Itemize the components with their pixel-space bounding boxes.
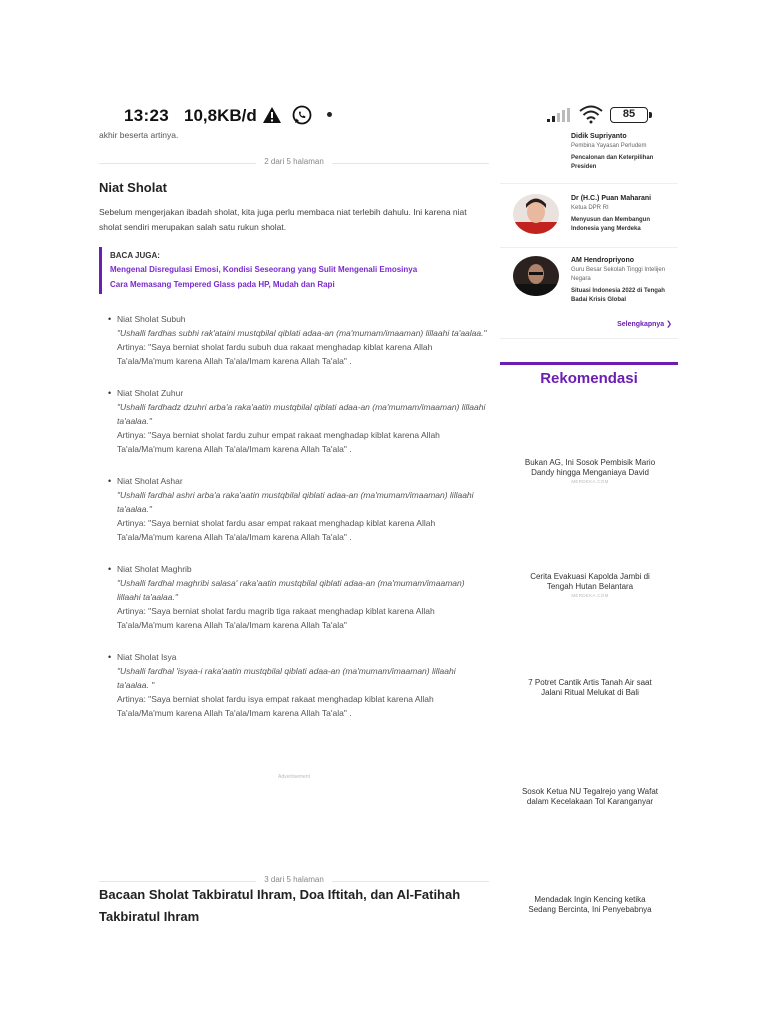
columnist-role: Guru Besar Sekolah Tinggi Intelijen Negara — [571, 267, 666, 282]
baca-juga-link[interactable]: Cara Memasang Tempered Glass pada HP, Mudah dan Rapi — [110, 280, 335, 289]
prayer-translation: Artinya: "Saya berniat sholat fardu isya empat rakaat menghadap kiblat karena Allah Ta'ala/Ma'mum karena Allah Ta'ala/Imam karena Allah Ta'ala" . — [117, 694, 434, 718]
columnist-headline: Situasi Indonesia 2022 di Tengah Badai Krisis Global — [571, 288, 665, 303]
columnist-text — [571, 132, 678, 172]
prayer-name: • Niat Sholat Maghrib — [117, 564, 192, 574]
prayer-item-zuhur — [99, 386, 489, 456]
prayer-latin: "Ushalli fardhadz dzuhri arba'a raka'aatin mustqbilal qiblati adaa-an (ma'mumam/imaaman) lillaahi ta'aalaa." — [117, 402, 486, 426]
article-top-text: akhir beserta artinya. — [99, 130, 179, 140]
columnist-role: Ketua DPR RI — [571, 205, 609, 211]
recommendation-title: Bukan AG, Ini Sosok Pembisik Mario Dandy hingga Menganiaya David — [524, 458, 656, 477]
prayer-latin: "Ushalli fardhas subhi rak'ataini mustqbilal qiblati adaa-an (ma'mumam/imaaman) lillaahi ta'aalaa." — [117, 328, 487, 338]
prayer-name: • Niat Sholat Subuh — [117, 314, 186, 324]
prayer-translation: Artinya: "Saya berniat sholat fardu magrib tiga rakaat menghadap kiblat karena Allah Ta'ala/Ma'mum karena Allah Ta'ala/Imam karena Allah Ta'ala" — [117, 606, 435, 630]
battery-icon: 85 — [610, 107, 648, 123]
baca-juga-title: BACA JUGA: — [110, 251, 160, 260]
accent-bar — [500, 362, 678, 365]
divider — [500, 338, 678, 339]
section-title: Niat Sholat — [99, 180, 167, 195]
more-link-label: Selengkapnya — [617, 321, 665, 328]
status-time: 13:23 — [124, 106, 169, 125]
baca-juga-link[interactable]: Mengenal Disregulasi Emosi, Kondisi Seseorang yang Sulit Mengenali Emosinya — [110, 265, 418, 274]
recommendation-item[interactable] — [520, 787, 660, 807]
prayer-translation: Artinya: "Saya berniat sholat fardu asar empat rakaat menghadap kiblat karena Allah Ta'ala/Ma'mum karena Allah Ta'ala/Imam karena Allah Ta'ala" . — [117, 518, 436, 542]
ad-label: Advertisement — [278, 774, 310, 780]
prayer-item-subuh — [99, 312, 489, 368]
warning-icon — [262, 106, 282, 124]
prayer-translation: Artinya: "Saya berniat sholat fardu zuhur empat rakaat menghadap kiblat karena Allah Ta'ala/Ma'mum karena Allah Ta'ala/Imam karena Allah Ta'ala" . — [117, 430, 440, 454]
section-heading — [99, 884, 499, 928]
columnist-role: Pembina Yayasan Perludem — [571, 143, 647, 149]
section-heading-line: Takbiratul Ihram — [99, 909, 200, 924]
more-link[interactable] — [500, 310, 678, 328]
baca-juga-box — [99, 247, 489, 294]
prayer-item-isya — [99, 650, 489, 720]
recommendation-title: 7 Potret Cantik Artis Tanah Air saat Jalani Ritual Melukat di Bali — [528, 678, 652, 697]
chevron-right-icon: ❯ — [666, 321, 672, 328]
columnist-text — [571, 194, 678, 234]
status-network-speed: 10,8KB/d — [184, 106, 257, 125]
sidebar — [500, 128, 678, 914]
avatar — [513, 256, 559, 296]
recommendation-title: Cerita Evakuasi Kapolda Jambi di Tengah Hutan Belantara — [530, 572, 650, 591]
recommendation-source: MERDEKA.COM — [571, 593, 609, 598]
prayer-latin: "Ushalli fardhal maghribi salasa' raka'aatin mustqbilal qiblati adaa-an (ma'mumam/imaaman) lillaahi ta'aalaa." — [117, 578, 465, 602]
columnist-name: Dr (H.C.) Puan Maharani — [571, 195, 652, 202]
columnist-item[interactable] — [500, 248, 678, 310]
columnist-item[interactable] — [500, 128, 678, 184]
columnist-item[interactable] — [500, 184, 678, 248]
prayer-latin: "Ushalli fardhal 'isyaa-i raka'aatin mustqbilal qiblati adaa-an (ma'mumam/imaaman) lillaahi ta'aalaa. " — [117, 666, 456, 690]
recommendation-item[interactable] — [520, 458, 660, 484]
status-bar — [0, 100, 768, 130]
prayer-item-maghrib — [99, 562, 489, 632]
rekomendasi-title: Rekomendasi — [540, 370, 638, 387]
prayer-name: • Niat Sholat Ashar — [117, 476, 183, 486]
wifi-icon — [578, 105, 604, 124]
intro-paragraph: Sebelum mengerjakan ibadah sholat, kita juga perlu membaca niat terlebih dahulu. Ini karena niat sholat sendiri merupakan salah satu rukun sholat. — [99, 207, 467, 232]
prayer-name: • Niat Sholat Isya — [117, 652, 177, 662]
prayer-latin: "Ushalli fardhal ashri arba'a raka'aatin mustqbilal qiblati adaa-an (ma'mumam/imaaman) lillaahi ta'aalaa." — [117, 490, 474, 514]
columnist-headline: Menyusun dan Membangun Indonesia yang Merdeka — [571, 217, 651, 232]
columnist-name: AM Hendropriyono — [571, 257, 634, 264]
signal-icon — [547, 108, 571, 122]
recommendation-title: Sosok Ketua NU Tegalrejo yang Wafat dalam Kecelakaan Tol Karanganyar — [521, 787, 659, 806]
columnist-text — [571, 256, 678, 305]
section-heading-line: Bacaan Sholat Takbiratul Ihram, Doa Iftitah, dan Al-Fatihah — [99, 887, 461, 902]
notification-dot-icon — [327, 112, 332, 117]
columnist-headline: Pencalonan dan Keterpilihan Presiden — [571, 155, 654, 170]
recommendation-title: Mendadak Ingin Kencing ketika Sedang Bercinta, Ini Penyebabnya — [528, 895, 652, 914]
recommendation-item[interactable] — [520, 678, 660, 698]
prayer-name: • Niat Sholat Zuhur — [117, 388, 184, 398]
recommendation-item[interactable] — [520, 895, 660, 915]
recommendation-item[interactable] — [520, 572, 660, 598]
whatsapp-icon — [291, 104, 313, 126]
columnist-name: Didik Supriyanto — [571, 133, 627, 140]
avatar — [513, 194, 559, 234]
prayer-translation: Artinya: "Saya berniat sholat fardu subuh dua rakaat menghadap kiblat karena Allah Ta'ala/Ma'mum karena Allah Ta'ala/Imam karena Allah Ta'ala" . — [117, 342, 433, 366]
prayer-item-ashar — [99, 474, 489, 544]
page-indicator: 2 dari 5 halaman — [256, 157, 332, 166]
article-content — [99, 128, 489, 924]
recommendation-source: MERDEKA.COM — [571, 479, 609, 484]
page-divider — [99, 156, 489, 170]
page-indicator: 3 dari 5 halaman — [256, 875, 332, 884]
